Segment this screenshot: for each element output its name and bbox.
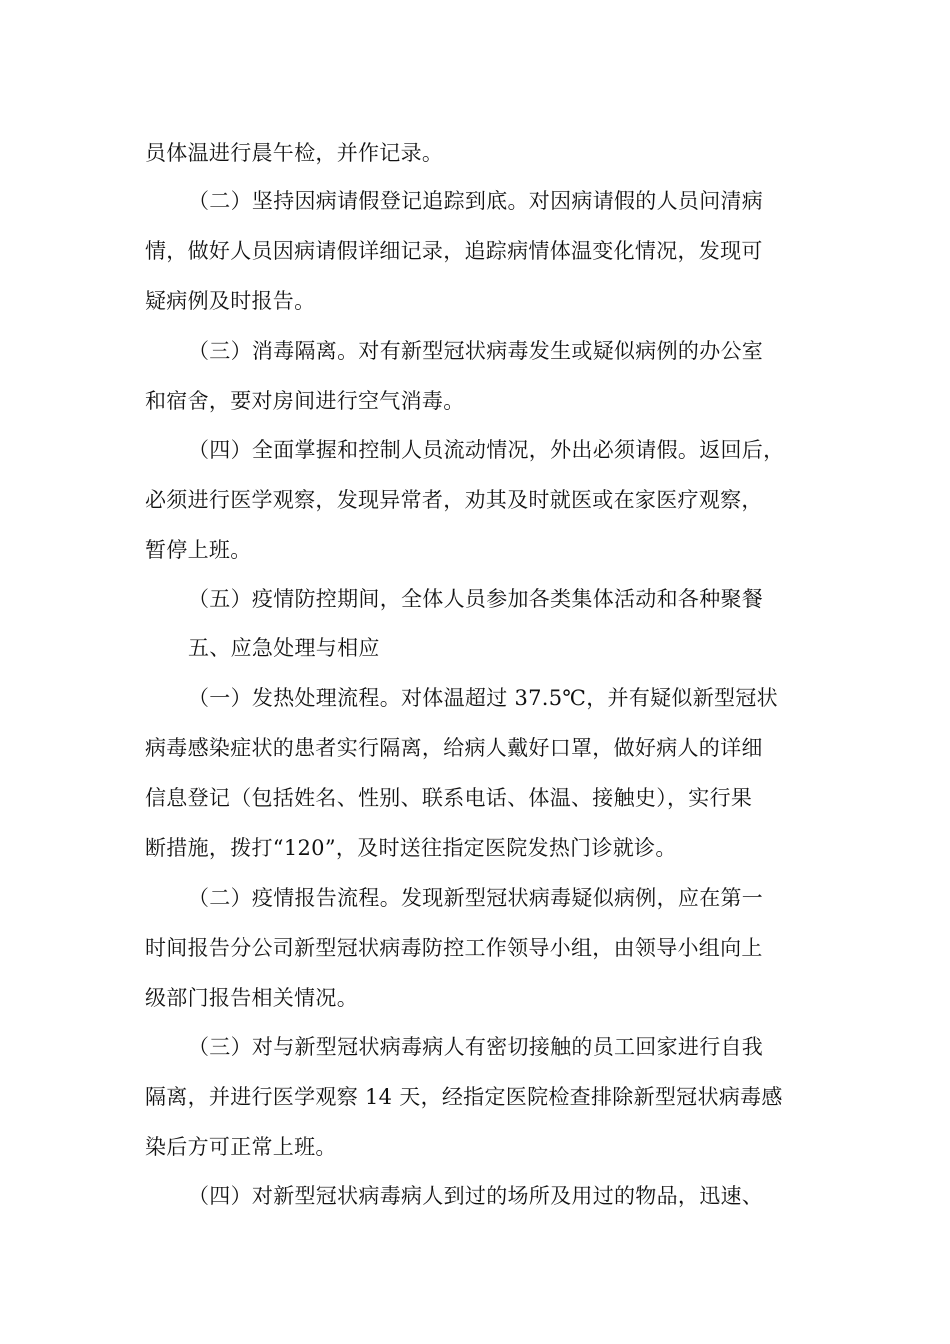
text-line: 信息登记（包括姓名、性别、联系电话、体温、接触史），实行果 xyxy=(145,786,753,810)
text-line: 染后方可正常上班。 xyxy=(145,1135,337,1159)
text-line: 隔离，并进行医学观察 14 天，经指定医院检查排除新型冠状病毒感 xyxy=(145,1085,783,1109)
text-line: （一）发热处理流程。对体温超过 37.5℃，并有疑似新型冠状 xyxy=(188,686,778,710)
text-line: 暂停上班。 xyxy=(145,538,252,562)
text-line: （四）对新型冠状病毒病人到过的场所及用过的物品，迅速、 xyxy=(188,1184,764,1208)
text-line: （二）疫情报告流程。发现新型冠状病毒疑似病例，应在第一 xyxy=(188,886,764,910)
text-line: （五）疫情防控期间，全体人员参加各类集体活动和各种聚餐 xyxy=(188,587,764,611)
text-line: 级部门报告相关情况。 xyxy=(145,986,358,1010)
section-heading: 五、应急处理与相应 xyxy=(188,636,380,660)
text-line: 病毒感染症状的患者实行隔离，给病人戴好口罩，做好病人的详细 xyxy=(145,736,763,760)
text-line: （三）消毒隔离。对有新型冠状病毒发生或疑似病例的办公室 xyxy=(188,339,764,363)
text-line: （三）对与新型冠状病毒病人有密切接触的员工回家进行自我 xyxy=(188,1035,764,1059)
text-line: 必须进行医学观察，发现异常者，劝其及时就医或在家医疗观察， xyxy=(145,488,763,512)
text-line: 和宿舍，要对房间进行空气消毒。 xyxy=(145,389,465,413)
text-line: 情，做好人员因病请假详细记录，追踪病情体温变化情况，发现可 xyxy=(145,239,763,263)
text-line: （四）全面掌握和控制人员流动情况，外出必须请假。返回后， xyxy=(188,438,785,462)
text-line: 断措施，拨打“120”，及时送往指定医院发热门诊就诊。 xyxy=(145,836,677,860)
text-line: 时间报告分公司新型冠状病毒防控工作领导小组，由领导小组向上 xyxy=(145,936,763,960)
text-line: （二）坚持因病请假登记追踪到底。对因病请假的人员问清病 xyxy=(188,189,764,213)
text-line: 疑病例及时报告。 xyxy=(145,289,316,313)
text-line: 员体温进行晨午检，并作记录。 xyxy=(145,141,444,165)
